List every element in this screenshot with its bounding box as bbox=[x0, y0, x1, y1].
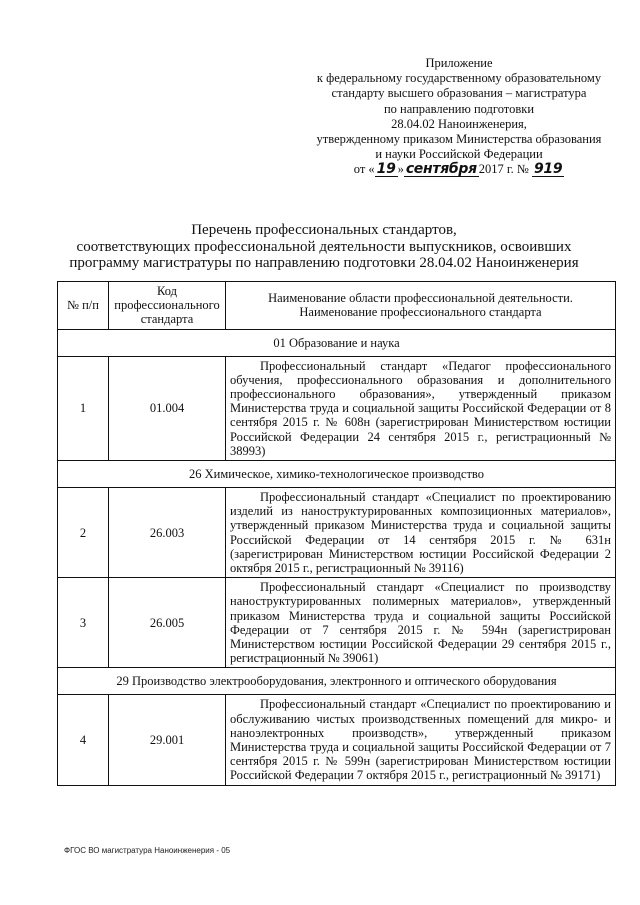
appendix-line: стандарту высшего образования – магистратура bbox=[331, 86, 587, 101]
section-title: 01 Образование и наука bbox=[58, 329, 616, 356]
appendix-line: к федеральному государственному образовательному bbox=[316, 71, 602, 86]
handwritten-order-number: 919 bbox=[533, 161, 563, 178]
standards-table bbox=[57, 281, 616, 786]
page-footer: ФГОС ВО магистратура Наноинженерия - 05 bbox=[64, 846, 231, 855]
header-code: Код профессионального стандарта bbox=[109, 282, 226, 330]
section-title: 26 Химическое, химико-технологическое производство bbox=[58, 461, 616, 488]
section-row bbox=[58, 329, 616, 356]
row-num: 3 bbox=[58, 578, 109, 668]
row-desc: Профессиональный стандарт «Специалист по проектированию изделий из наноструктурированных композиционных материалов», утвержденный приказом Министерства труда и социальной защиты Российской Федерации от 14 сентября 2015 г. № 631н (зарегистрирован Министерством юстиции Российской Федерации 2 октября 2015 г., регистрационный № 39116) bbox=[226, 488, 616, 578]
handwritten-day: 19 bbox=[376, 161, 396, 178]
section-row bbox=[58, 668, 616, 695]
table-row bbox=[58, 356, 616, 460]
row-desc: Профессиональный стандарт «Специалист по проектированию и обслуживанию чистых производственных помещений для микро- и наноэлектронных производств», утвержденный приказом Министерства труда и социальной защиты Российской Федерации от 7 сентября 2015 г. № 599н (зарегистрирован Министерством юстиции Российской Федерации 7 октября 2015 г., регистрационный № 39171) bbox=[226, 695, 616, 785]
row-num: 4 bbox=[58, 695, 109, 785]
row-code: 26.005 bbox=[109, 578, 226, 668]
appendix-line: утвержденному приказом Министерства образования bbox=[316, 132, 602, 147]
document-title bbox=[40, 222, 608, 272]
row-code: 29.001 bbox=[109, 695, 226, 785]
appendix-line: 28.04.02 Наноинженерия, bbox=[391, 116, 527, 131]
row-desc: Профессиональный стандарт «Педагог профессионального обучения, профессионального образования и дополнительного профессионального образования», утвержденный приказом Министерства труда и социальной защиты Российской Федерации от 8 сентября 2015 г. № 608н (зарегистрирован Министерством юстиции Российской Федерации 24 сентября 2015 г., регистрационный № 38993) bbox=[226, 356, 616, 460]
title-line: Перечень профессиональных стандартов, bbox=[191, 222, 457, 238]
appendix-line: и науки Российской Федерации bbox=[375, 147, 543, 162]
date-prefix: от « bbox=[353, 162, 375, 177]
table-row bbox=[58, 695, 616, 785]
title-line: программу магистратуры по направлению подготовки 28.04.02 Наноинженерия bbox=[69, 255, 579, 271]
row-code: 01.004 bbox=[109, 356, 226, 460]
row-desc: Профессиональный стандарт «Специалист по производству наноструктурированных полимерных материалов», утвержденный приказом Министерства труда и социальной защиты Российской Федерации от 7 сентября 2015 г. № 594н (зарегистрирован Министерством юстиции Российской Федерации 29 сентября 2015 г., регистрационный № 39061) bbox=[226, 578, 616, 668]
row-num: 1 bbox=[58, 356, 109, 460]
handwritten-month: сентября bbox=[405, 161, 477, 178]
order-date-line bbox=[300, 162, 618, 177]
date-mid: » bbox=[397, 162, 404, 177]
table-header-row bbox=[58, 282, 616, 330]
appendix-header bbox=[300, 56, 618, 178]
section-title: 29 Производство электрооборудования, электронного и оптического оборудования bbox=[58, 668, 616, 695]
title-line: соответствующих профессиональной деятельности выпускников, освоивших bbox=[76, 238, 572, 255]
table-row bbox=[58, 578, 616, 668]
appendix-line: по направлению подготовки bbox=[383, 101, 535, 116]
header-name: Наименование области профессиональной деятельности. Наименование профессионального стандарта bbox=[226, 282, 616, 330]
row-num: 2 bbox=[58, 488, 109, 578]
row-code: 26.003 bbox=[109, 488, 226, 578]
appendix-line: Приложение bbox=[425, 56, 493, 70]
table-row bbox=[58, 488, 616, 578]
date-year-suffix: 2017 г. № bbox=[478, 162, 529, 177]
header-num: № п/п bbox=[58, 282, 109, 330]
section-row bbox=[58, 461, 616, 488]
